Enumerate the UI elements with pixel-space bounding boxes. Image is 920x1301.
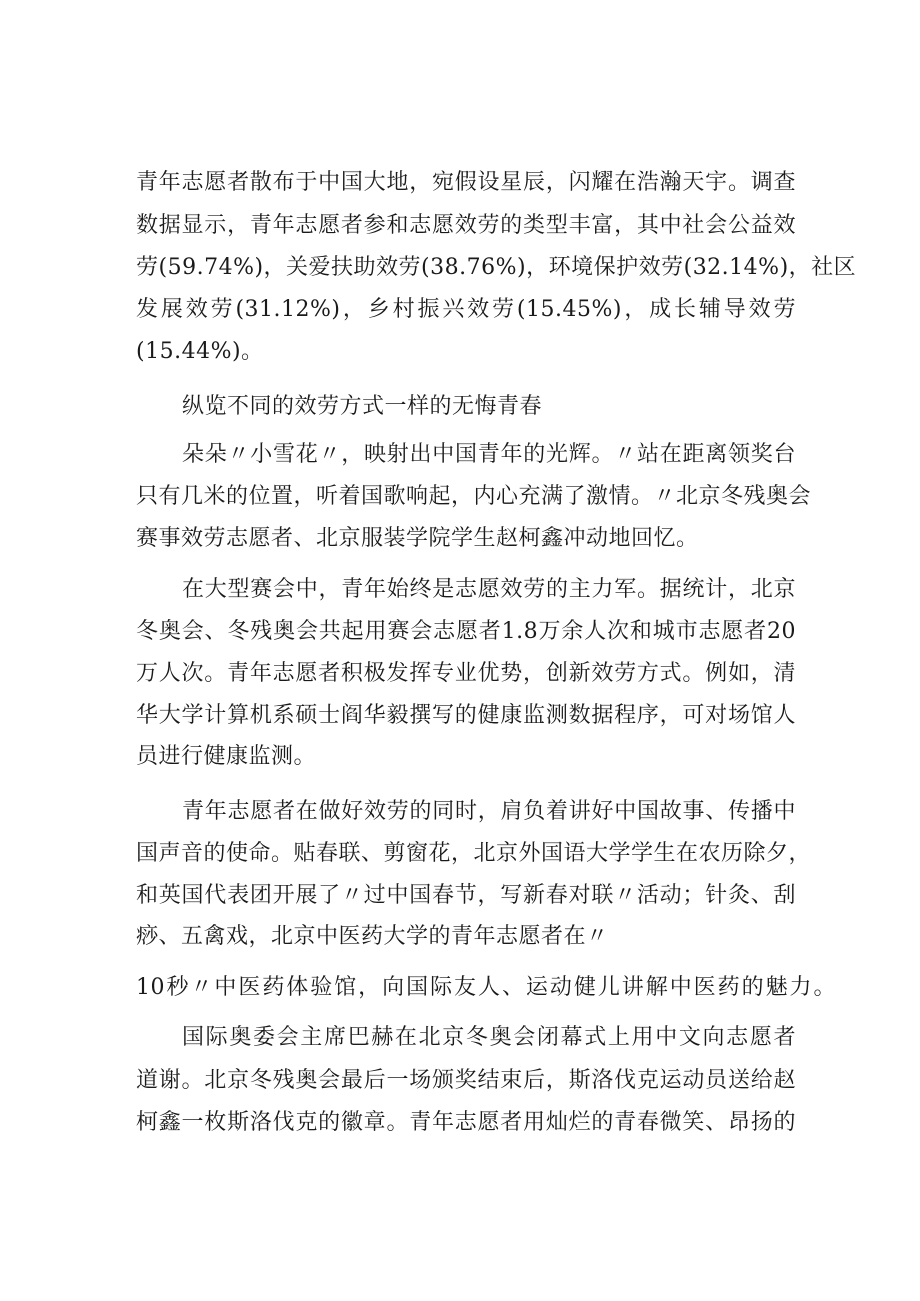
text-line: 劳(59.74%)，关爱扶助效劳(38.76%)，环境保护效劳(32.14%)，社区 [136, 255, 857, 280]
text-line: 青年志愿者在做好效劳的同时，肩负着讲好中国故事、传播中 [182, 799, 796, 824]
text-line: 华大学计算机系硕士阎华毅撰写的健康监测数据程序，可对场馆人 [136, 703, 796, 728]
section-heading: 纵览不同的效劳方式一样的无悔青春 [182, 394, 543, 419]
text-line: 痧、五禽戏，北京中医药大学的青年志愿者在〃 [136, 924, 609, 949]
text-line: 柯鑫一枚斯洛伐克的徽章。青年志愿者用灿烂的青春微笑、昂扬的 [136, 1110, 796, 1135]
text-line: 数据显示，青年志愿者参和志愿效劳的类型丰富，其中社会公益效 [136, 213, 796, 238]
text-line: 国声音的使命。贴春联、剪窗花，北京外国语大学学生在农历除夕， [136, 841, 812, 866]
text-line: 和英国代表团开展了〃过中国春节，写新春对联〃活动；针灸、刮 [136, 883, 796, 908]
text-line: 万人次。青年志愿者积极发挥专业优势，创新效劳方式。例如，清 [136, 661, 796, 686]
text-line: 员进行健康监测。 [136, 744, 317, 769]
text-line: 国际奥委会主席巴赫在北京冬奥会闭幕式上用中文向志愿者 [182, 1025, 796, 1050]
text-line: 道谢。北京冬残奥会最后一场颁奖结束后，斯洛伐克运动员送给赵 [136, 1068, 796, 1093]
text-line: 朵朵〃小雪花〃，映射出中国青年的光辉。〃站在距离领奖台 [182, 442, 796, 467]
text-line: 赛事效劳志愿者、北京服装学院学生赵柯鑫冲动地回忆。 [136, 526, 699, 551]
text-line: 在大型赛会中，青年始终是志愿效劳的主力军。据统计，北京 [182, 577, 796, 602]
text-line: 青年志愿者散布于中国大地，宛假设星辰，闪耀在浩瀚天宇。调查 [136, 170, 796, 195]
text-line: 冬奥会、冬残奥会共起用赛会志愿者1.8万余人次和城市志愿者20 [136, 619, 796, 644]
text-line: 只有几米的位置，听着国歌响起，内心充满了激情。〃北京冬残奥会 [136, 484, 812, 509]
text-line: 10秒〃中医药体验馆，向国际友人、运动健儿讲解中医药的魅力。 [136, 975, 836, 1000]
text-line: 发展效劳(31.12%)，乡村振兴效劳(15.45%)，成长辅导效劳 [136, 297, 796, 322]
text-line: (15.44%)。 [136, 339, 264, 364]
